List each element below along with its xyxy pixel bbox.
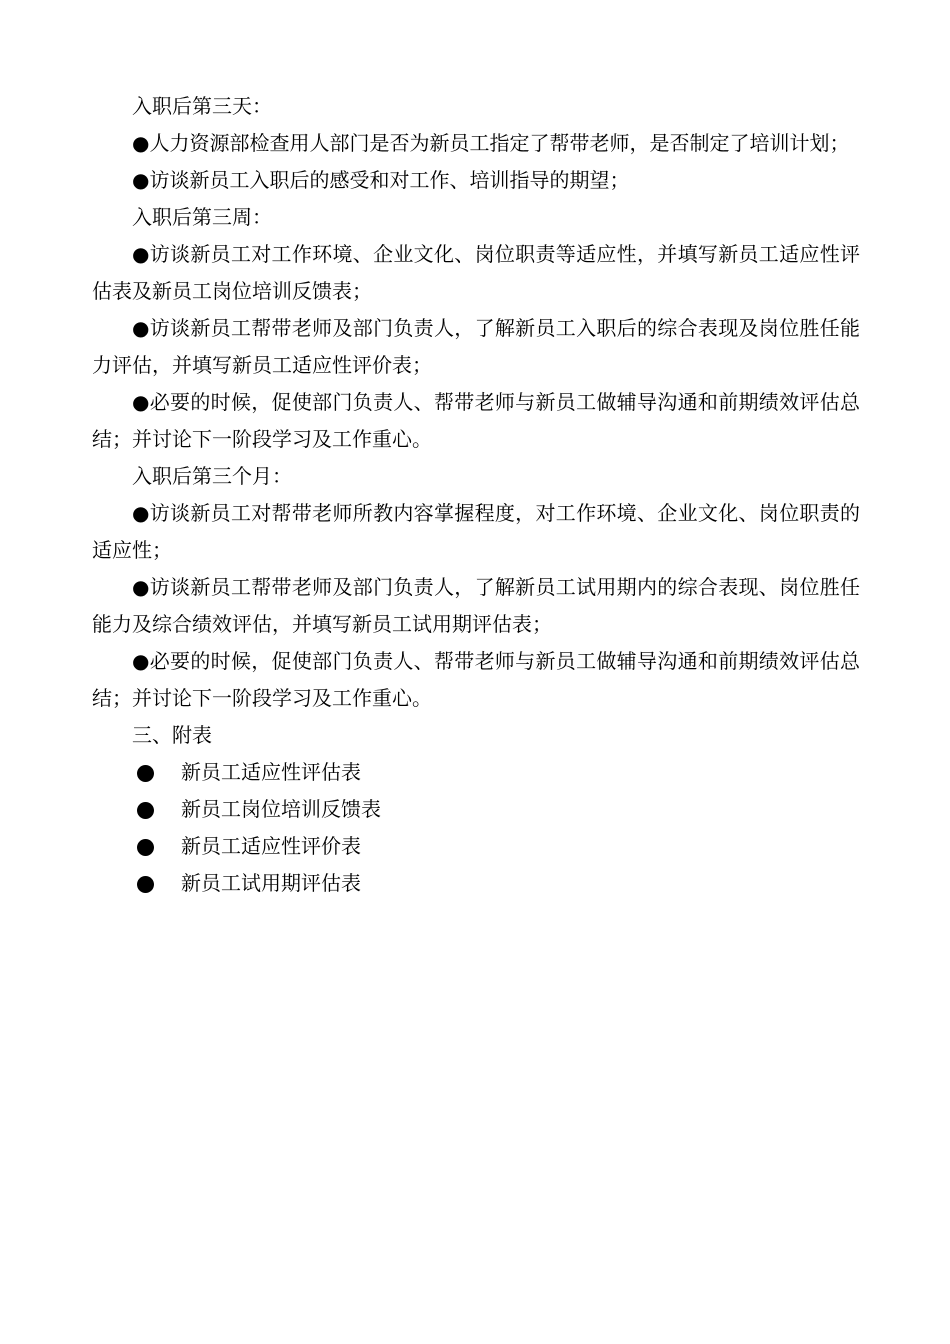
section-week3-item-2: ●访谈新员工帮带老师及部门负责人，了解新员工入职后的综合表现及岗位胜任能力评估，并填写新员工适应性评价表； <box>92 316 860 377</box>
appendix-item-label: 新员工试用期评估表 <box>181 871 361 895</box>
appendix-item-label: 新员工适应性评估表 <box>181 760 361 784</box>
appendix-item <box>92 865 860 902</box>
appendix-item <box>92 791 860 828</box>
section-month3-item-2: ●访谈新员工帮带老师及部门负责人，了解新员工试用期内的综合表现、岗位胜任能力及综合绩效评估，并填写新员工试用期评估表； <box>92 575 860 636</box>
section-month3-item-1: ●访谈新员工对帮带老师所教内容掌握程度，对工作环境、企业文化、岗位职责的适应性； <box>92 501 860 562</box>
appendix-item-label: 新员工适应性评价表 <box>181 834 361 858</box>
section-heading-month3: 入职后第三个月： <box>132 464 292 488</box>
appendix-heading: 三、附表 <box>132 723 212 747</box>
appendix-item <box>92 828 860 865</box>
bullet-icon <box>137 754 181 791</box>
section-week3-item-3: ●必要的时候，促使部门负责人、帮带老师与新员工做辅导沟通和前期绩效评估总结；并讨论下一阶段学习及工作重心。 <box>92 390 860 451</box>
section-month3-item-3: ●必要的时候，促使部门负责人、帮带老师与新员工做辅导沟通和前期绩效评估总结；并讨论下一阶段学习及工作重心。 <box>92 649 860 710</box>
appendix-list <box>92 754 860 902</box>
document-page <box>92 88 860 902</box>
appendix-item-label: 新员工岗位培训反馈表 <box>181 797 381 821</box>
appendix-item <box>92 754 860 791</box>
section-heading-day3: 入职后第三天： <box>132 94 272 118</box>
bullet-icon <box>137 791 181 828</box>
bullet-icon <box>137 828 181 865</box>
bullet-icon <box>137 865 181 902</box>
section-heading-week3: 入职后第三周： <box>132 205 272 229</box>
section-week3-item-1: ●访谈新员工对工作环境、企业文化、岗位职责等适应性，并填写新员工适应性评估表及新员工岗位培训反馈表； <box>92 242 860 303</box>
section-day3-item-2: ●访谈新员工入职后的感受和对工作、培训指导的期望； <box>132 168 630 192</box>
section-day3-item-1: ●人力资源部检查用人部门是否为新员工指定了帮带老师，是否制定了培训计划； <box>132 131 850 155</box>
